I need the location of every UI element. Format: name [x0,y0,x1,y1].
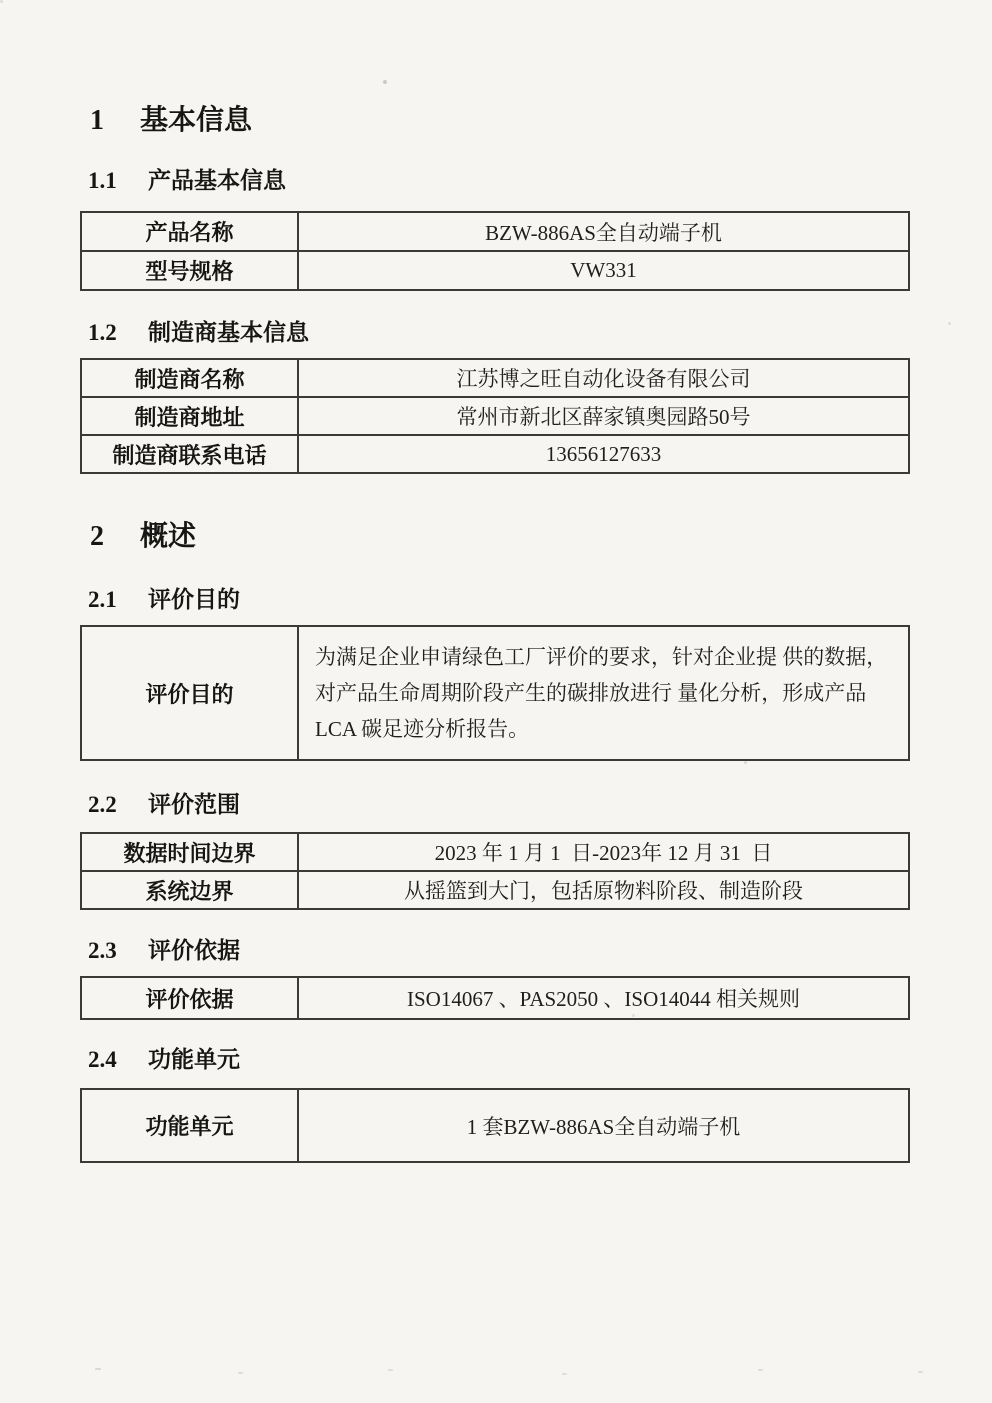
table-row [81,833,909,871]
scan-speck [0,0,3,3]
row-label: 产品名称 [81,212,298,251]
section-title: 评价依据 [148,937,240,963]
row-value: VW331 [298,251,909,290]
row-value: 1 套BZW-886AS全自动端子机 [298,1089,909,1162]
section-title: 功能单元 [148,1046,240,1072]
scan-speck [918,1371,923,1373]
section-heading-evaluation-purpose [88,585,910,614]
table-row [81,1089,909,1162]
row-label: 型号规格 [81,251,298,290]
scan-speck [948,322,951,325]
section-heading-evaluation-basis [88,936,910,965]
scan-speck [383,80,387,84]
scan-speck [95,1368,101,1370]
row-value: 江苏博之旺自动化设备有限公司 [298,359,909,397]
section-number: 2.4 [88,1047,117,1072]
row-label: 功能单元 [81,1089,298,1162]
section-number: 1 [90,105,104,136]
section-title: 基本信息 [140,104,253,135]
row-value: ISO14067 、PAS2050 、ISO14044 相关规则 [298,977,909,1019]
table-row [81,212,909,251]
manufacturer-info-table [80,358,910,474]
evaluation-scope-table [80,832,910,910]
section-heading-functional-unit [88,1045,910,1074]
section-heading-evaluation-scope [88,790,910,819]
section-title: 产品基本信息 [148,167,286,193]
table-row [81,397,909,435]
section-number: 2.1 [88,587,117,612]
row-value: 13656127633 [298,435,909,473]
table-row [81,871,909,909]
section-heading-basic-info [90,103,910,138]
scan-speck [744,761,747,764]
row-label: 制造商联系电话 [81,435,298,473]
scan-speck [388,1369,393,1371]
functional-unit-table [80,1088,910,1163]
scan-speck [632,1014,635,1017]
table-row [81,626,909,760]
scan-speck [562,1373,567,1375]
row-value: BZW-886AS全自动端子机 [298,212,909,251]
section-title: 制造商基本信息 [148,319,309,345]
row-label: 评价目的 [81,626,298,760]
row-value: 2023 年 1 月 1 日-2023年 12 月 31 日 [298,833,909,871]
section-number: 1.1 [88,168,117,193]
row-value: 常州市新北区薛家镇奥园路50号 [298,397,909,435]
table-row [81,359,909,397]
section-heading-product-basic-info [88,166,910,195]
section-title: 评价范围 [148,791,240,817]
section-number: 2 [90,521,104,552]
evaluation-basis-table [80,976,910,1020]
table-row [81,977,909,1019]
evaluation-purpose-table [80,625,910,761]
row-value: 为满足企业申请绿色工厂评价的要求，针对企业提 供的数据，对产品生命周期阶段产生的碳排放进行 量化分析，形成产品 LCA 碳足迹分析报告。 [298,626,909,760]
row-label: 评价依据 [81,977,298,1019]
row-value: 从摇篮到大门，包括原物料阶段、制造阶段 [298,871,909,909]
section-heading-manufacturer-basic-info [88,318,910,347]
row-label: 系统边界 [81,871,298,909]
section-title: 评价目的 [148,586,240,612]
product-info-table [80,211,910,291]
document-content [80,0,910,1163]
table-row [81,435,909,473]
section-title: 概述 [140,520,197,551]
scan-speck [238,1372,243,1374]
scan-speck [758,1369,763,1371]
row-label: 制造商名称 [81,359,298,397]
table-row [81,251,909,290]
row-label: 数据时间边界 [81,833,298,871]
section-number: 2.3 [88,938,117,963]
section-number: 1.2 [88,320,117,345]
section-number: 2.2 [88,792,117,817]
section-heading-overview [90,519,910,554]
row-label: 制造商地址 [81,397,298,435]
